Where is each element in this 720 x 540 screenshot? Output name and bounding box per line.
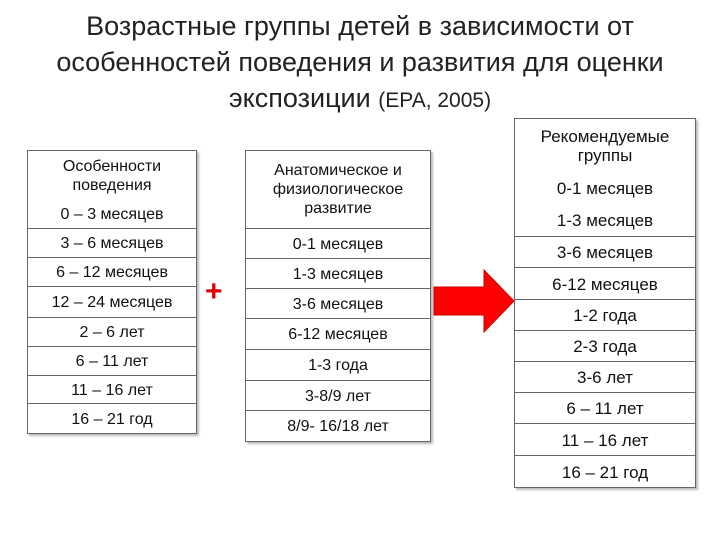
behavior-table — [27, 150, 197, 434]
recommended-row: 1-2 года — [515, 299, 695, 331]
recommended-row: 6 – 11 лет — [515, 392, 695, 424]
behavior-row: 12 – 24 месяцев — [28, 286, 196, 318]
plus-sign: + — [205, 275, 223, 308]
development-row: 3-8/9 лет — [246, 380, 430, 411]
title-line-3 — [20, 80, 700, 119]
right-arrow-icon — [432, 268, 516, 334]
recommended-row: 2-3 года — [515, 330, 695, 362]
development-table — [245, 150, 431, 442]
recommended-row: 1-3 месяцев — [556, 210, 654, 230]
recommended-header: Рекомендуемые группы — [540, 127, 670, 165]
behavior-row: 6 – 12 месяцев — [28, 257, 196, 287]
recommended-row: 6-12 месяцев — [515, 267, 695, 300]
title-line-3-main: экспозиции — [228, 83, 371, 113]
title-line-1: Возрастные группы детей в зависимости от — [86, 11, 634, 41]
development-row: 8/9- 16/18 лет — [246, 410, 430, 442]
behavior-row: 3 – 6 месяцев — [28, 228, 196, 258]
development-row: 1-3 года — [246, 349, 430, 381]
recommended-table — [514, 118, 696, 488]
slide-title — [20, 8, 700, 119]
development-row: 0-1 месяцев — [246, 228, 430, 259]
development-row: 1-3 месяцев — [246, 258, 430, 289]
development-row: 3-6 месяцев — [246, 288, 430, 319]
recommended-row: 3-6 месяцев — [515, 236, 695, 268]
behavior-header: Особенности поведения — [62, 158, 162, 194]
recommended-row: 3-6 лет — [515, 361, 695, 393]
development-row: 6-12 месяцев — [246, 318, 430, 350]
behavior-row: 16 – 21 год — [28, 403, 196, 434]
recommended-row: 0-1 месяцев — [556, 179, 654, 198]
title-source: (EPA, 2005) — [378, 89, 492, 112]
behavior-row: 6 – 11 лет — [28, 346, 196, 376]
title-line-2: особенностей поведения и развития для оценки — [56, 47, 664, 77]
behavior-row: 2 – 6 лет — [28, 317, 196, 347]
recommended-row: 16 – 21 год — [515, 455, 695, 488]
behavior-row: 0 – 3 месяцев — [60, 206, 164, 223]
behavior-row: 11 – 16 лет — [28, 375, 196, 404]
development-header: Анатомическое и физиологическое развитие — [272, 162, 404, 217]
recommended-row: 11 – 16 лет — [515, 423, 695, 456]
